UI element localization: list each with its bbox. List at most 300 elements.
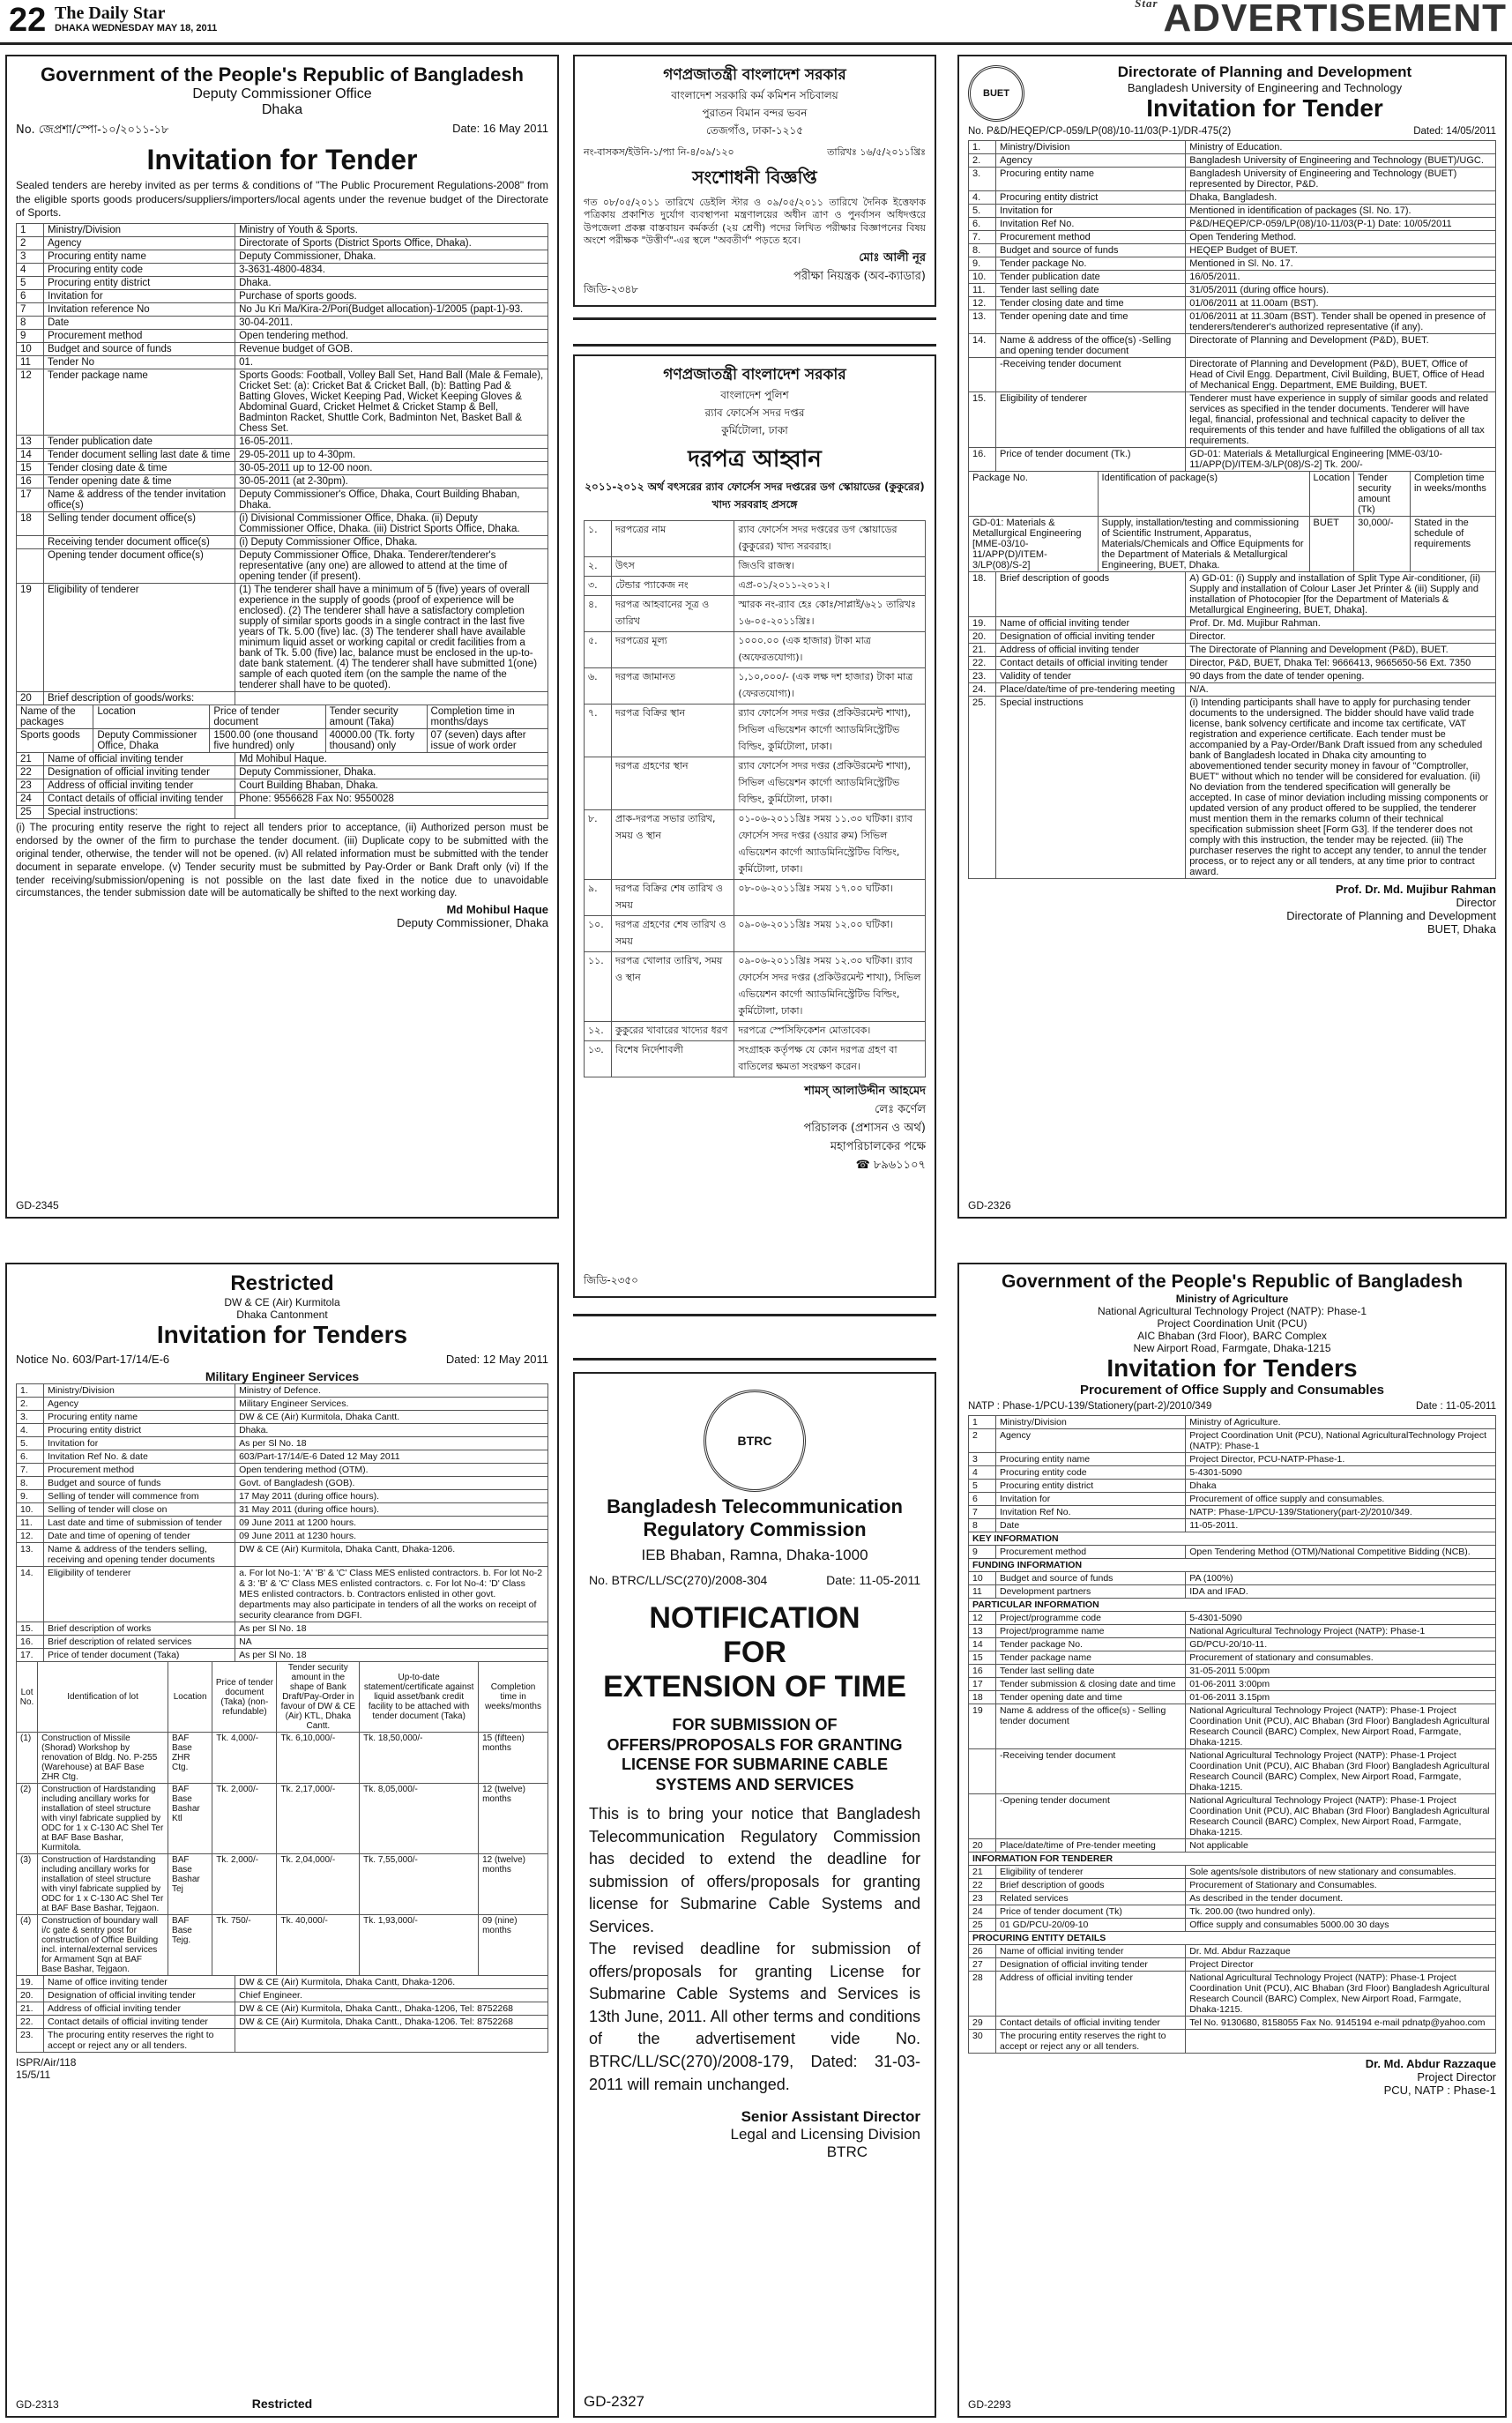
row-number: 11. <box>17 1517 44 1530</box>
lot-cell: Construction of Hardstanding including ancillary works for installation of steel structure with vinyl fabricate supplied by ODC for 1 x C-130 AC Shel Ter at BAF Base Bashar, Kurmitola. <box>38 1784 168 1854</box>
table-row <box>969 1678 1496 1691</box>
table-row <box>17 2002 548 2016</box>
table-row <box>969 697 1496 879</box>
package-cell: GD-01: Materials & Metallurgical Engineering [MME-03/10-11/APP(D)/ITEM-3/LP(08)/S-2] <box>969 517 1099 572</box>
row-value: Dhaka. <box>235 1424 548 1437</box>
lot-header-cell: Completion time in weeks/months <box>479 1662 548 1733</box>
row-label: Tender opening date & time <box>44 474 235 488</box>
row-number: 9 <box>17 329 44 342</box>
row-value: 31/05/2011 (during office hours). <box>1186 284 1496 297</box>
office-line-2: Dhaka Cantonment <box>236 1308 328 1321</box>
row-value: Purchase of sports goods. <box>235 289 548 302</box>
table-row <box>17 1424 548 1437</box>
tender-table-2 <box>16 752 548 819</box>
ad-dc-office-sports-tender <box>5 55 559 1219</box>
row-label: Address of official inviting tender <box>996 1972 1186 2017</box>
table-row <box>969 1958 1496 1972</box>
package-cell: 30,000/- <box>1354 517 1411 572</box>
row-label: Place/date/time of Pre-tender meeting <box>996 1839 1186 1853</box>
row-number: 7 <box>17 302 44 316</box>
row-number: 3 <box>17 250 44 263</box>
row-number: 16. <box>17 1636 44 1649</box>
row-label: Designation of official inviting tender <box>996 630 1186 644</box>
ad-title: Invitation for Tender <box>1146 94 1383 122</box>
ad-city: Dhaka <box>261 102 303 117</box>
ad-code: GD-2293 <box>968 2398 1011 2411</box>
row-number: 17 <box>969 1678 996 1691</box>
ref-number: NATP : Phase-1/PCU-139/Stationery(part-2)/2010/349 <box>968 1401 1212 1412</box>
ad-subtitle: ২০১১-২০১২ অর্থ বৎসরের র‍্যাব ফোর্সেস সদর দপ্তরের ডগ স্কোয়াডের (কুকুরের) খাদ্য সরবরাহ প্রসঙ্গে <box>585 481 925 511</box>
lot-header-cell: Price of tender document (Taka) (non-refundable) <box>212 1662 277 1733</box>
lot-cell: BAF Base Bashar Tej <box>168 1854 212 1915</box>
lot-cell: Tk. 6,10,000/- <box>277 1733 360 1784</box>
lot-cell: BAF Base Tejg. <box>168 1915 212 1976</box>
tender-table <box>968 140 1496 472</box>
table-row <box>17 779 548 792</box>
ad-buet-tender <box>957 55 1507 1219</box>
row-value: ০৮-০৬-২০১১খ্রিঃ সময় ১৭.০০ ঘটিকা। <box>734 880 926 916</box>
row-value: No Ju Kri Ma/Kira-2/Pori(Budget allocation)-1/2005 (papt-1)-93. <box>235 302 548 316</box>
row-value: Mentioned in Sl. No. 17. <box>1186 257 1496 271</box>
row-value: জিওবি রাজস্ব। <box>734 557 926 577</box>
table-row <box>969 191 1496 205</box>
table-row <box>969 1691 1496 1704</box>
row-number: 2 <box>969 1429 996 1453</box>
row-number: 10 <box>17 342 44 355</box>
row-value: Dr. Md. Abdur Razzaque <box>1186 1945 1496 1958</box>
table-row <box>585 596 926 632</box>
ad-natp-office-supply-tender <box>957 1263 1507 2418</box>
table-row <box>969 257 1496 271</box>
table-row <box>969 1932 1496 1945</box>
column-divider <box>573 1358 936 1361</box>
table-row <box>969 1839 1496 1853</box>
row-number: 13. <box>17 1543 44 1567</box>
row-value: Project Director, PCU-NATP-Phase-1. <box>1186 1453 1496 1466</box>
notice-date: Dated: 12 May 2011 <box>445 1353 548 1366</box>
row-number: ২. <box>585 557 612 577</box>
table-row <box>17 276 548 289</box>
table-row <box>17 691 548 705</box>
row-number: ৩. <box>585 577 612 596</box>
row-number: 8. <box>17 1477 44 1490</box>
row-value: ০৯-০৬-২০১১খ্রিঃ সময় ১২.৩০ ঘটিকা। র‍্যাব ফোর্সেস সদর দপ্তর (প্রকিউরমেন্ট শাখা), সিভিল এভিয়েশন কার্গো অ্যাডমিনিস্ট্রেটিভ বিল্ডিং, কুর্মিটোলা, ঢাকা। <box>734 952 926 1022</box>
table-row <box>17 805 548 818</box>
row-number: 2. <box>969 154 996 168</box>
row-label: Ministry/Division <box>44 1384 235 1398</box>
service-name: Military Engineer Services <box>205 1369 360 1383</box>
row-number: 19 <box>17 583 44 691</box>
row-number: 21. <box>969 644 996 657</box>
column-divider <box>573 1314 936 1316</box>
row-label: Ministry/Division <box>44 223 235 236</box>
package-header-cell: Completion time in weeks/months <box>1410 472 1495 517</box>
table-row <box>17 1411 548 1424</box>
row-number: 20. <box>17 1989 44 2002</box>
row-value: Open Tendering Method (OTM)/National Competitive Bidding (NCB). <box>1186 1546 1496 1559</box>
row-label: Contact details of official inviting tender <box>44 2016 235 2029</box>
office-line-1: বাংলাদেশ সরকারি কর্ম কমিশন সচিবালয় <box>671 89 838 101</box>
table-row <box>969 2017 1496 2030</box>
table-row <box>969 334 1496 358</box>
row-number: 18. <box>969 572 996 617</box>
table-row <box>969 1625 1496 1638</box>
row-value: (1) The tenderer shall have a minimum of 5 (five) years of overall experience in the supply of goods (proof of experience will be enclosed). (2) The tenderer shall have a satisfactory completion supply of similar sports goods in a single contract in the last five years of Tk. 5.00 (five) lac. (3) The tenderer shall have available minimum liquid asset or working capital or credit facilities from a bank of Tk. 5.00 (five) lac, balance must be enclosed in the up-to-date bank statement. (4) The tenderer shall have submitted 1(one) sample of each quoted item (on the sample the name of the tenderer shall have to be quoted). <box>235 583 548 691</box>
row-value: Directorate of Planning and Development (P&D), BUET. <box>1186 334 1496 358</box>
row-label: Procuring entity district <box>44 1424 235 1437</box>
row-label: Date <box>44 316 235 329</box>
ad-body: গত ০৮/০৫/২০১১ তারিখে ডেইলি স্টার ও ০৯/০৫/২০১১ তারিখে দৈনিক ইত্তেফাক পত্রিকায় প্রকাশিত দুর্যোগ ব্যবস্থাপনা মন্ত্রণালয়ের অধীন ত্রাণ ও পুনর্বাসন অধিদপ্তরে উপজেলা প্রকল্প বাস্তবায়ন কর্মকর্তা (২য় শ্রেণী) পদের লিখিত পরীক্ষার বিজ্ঞাপনের বিষয় অংশে পরীক্ষক "উত্তীর্ণ"-এর স্থলে "অবতীর্ণ" পড়তে হবে। <box>584 197 926 246</box>
row-number: 10. <box>17 1503 44 1517</box>
row-value: 3-3631-4800-4834. <box>235 263 548 276</box>
row-value: এপ্র-০১/২০১১-২০১২। <box>734 577 926 596</box>
office-line-2: National Agricultural Technology Project (NATP): Phase-1 <box>1097 1305 1367 1317</box>
row-number: 12 <box>17 369 44 435</box>
signatory-title: Project Director <box>1417 2070 1496 2084</box>
row-label: Tender opening date and time <box>996 1691 1186 1704</box>
row-number: 6. <box>17 1450 44 1464</box>
row-value: 5-4301-5090 <box>1186 1466 1496 1480</box>
row-label: Procuring entity name <box>996 168 1186 191</box>
row-label: Development partners <box>996 1585 1186 1599</box>
signatory-division: Legal and Licensing Division <box>730 2126 920 2143</box>
row-label: Special instructions: <box>44 805 235 818</box>
row-value: (i) Deputy Commissioner Office, Dhaka. <box>235 535 548 548</box>
ref-number: No. BTRC/LL/SC(270)/2008-304 <box>589 1573 768 1587</box>
table-row <box>969 297 1496 310</box>
row-label: The procuring entity reserves the right to accept or reject any or all tenders. <box>996 2030 1186 2054</box>
row-number: ১০. <box>585 916 612 952</box>
restricted-label: Restricted <box>230 1271 334 1295</box>
tender-table <box>584 520 926 1077</box>
ref-date: Dated: 14/05/2011 <box>1413 126 1496 137</box>
org-name: Bangladesh Telecommunication Regulatory Commission <box>607 1495 903 1540</box>
table-row <box>969 1546 1496 1559</box>
row-label: Tender submission & closing date and time <box>996 1678 1186 1691</box>
row-label: দরপত্র গ্রহণের স্থান <box>612 757 734 810</box>
table-row <box>17 1437 548 1450</box>
table-row <box>17 435 548 448</box>
row-label: Eligibility of tenderer <box>44 583 235 691</box>
package-cell: BUET <box>1309 517 1354 572</box>
signatory-title: Deputy Commissioner, Dhaka <box>397 916 548 930</box>
lot-cell: Tk. 40,000/- <box>277 1915 360 1976</box>
row-label: Designation of official inviting tender <box>996 1958 1186 1972</box>
ad-title: সংশোধনী বিজ্ঞপ্তি <box>692 167 817 188</box>
row-label: Contact details of official inviting tender <box>996 657 1186 670</box>
memo-number: No. জেপ্রশা/স্পো-১০/২০১১-১৮ <box>16 123 169 137</box>
table-row <box>969 1466 1496 1480</box>
row-label: Contact details of official inviting tender <box>44 792 235 805</box>
row-number: 23 <box>17 779 44 792</box>
lot-cell: Tk. 1,93,000/- <box>360 1915 479 1976</box>
table-row <box>969 1892 1496 1905</box>
row-value: Revenue budget of GOB. <box>235 342 548 355</box>
table-row <box>969 1506 1496 1519</box>
row-value: 16/05/2011. <box>1186 271 1496 284</box>
table-row <box>585 705 926 757</box>
table-row <box>17 1398 548 1411</box>
office-line-1: Ministry of Agriculture <box>1175 1293 1289 1305</box>
table-row <box>17 1477 548 1490</box>
row-number: ১৩. <box>585 1041 612 1077</box>
table-row <box>17 1517 548 1530</box>
row-number: 14 <box>17 448 44 461</box>
ad-rab-dog-food-tender <box>573 354 936 1298</box>
row-number: 20 <box>969 1839 996 1853</box>
table-row <box>969 218 1496 231</box>
row-label: বিশেষ নির্দেশাবলী <box>612 1041 734 1077</box>
row-label: Tender publication date <box>44 435 235 448</box>
lot-cell: 12 (twelve) months <box>479 1854 548 1915</box>
table-row <box>969 1429 1496 1453</box>
ad-code: জিডি-২৩৫০ <box>584 1274 638 1286</box>
table-row <box>17 1976 548 1989</box>
table-row <box>17 1490 548 1503</box>
ad-header: Government of the People's Republic of Bangladesh <box>41 63 524 86</box>
row-label: The procuring entity reserves the right to accept or reject any or all tenders. <box>44 2029 235 2053</box>
row-label: Receiving tender document office(s) <box>44 535 235 548</box>
table-row <box>17 1649 548 1662</box>
row-label: Brief description of goods <box>996 572 1186 617</box>
row-value: As per Sl No. 18 <box>235 1622 548 1636</box>
table-row <box>969 205 1496 218</box>
table-row <box>17 1530 548 1543</box>
section-heading: KEY INFORMATION <box>969 1532 1496 1546</box>
table-row <box>969 1585 1496 1599</box>
row-number: 26 <box>969 1945 996 1958</box>
table-row <box>969 644 1496 657</box>
row-value: স্মারক নং-র‍্যাব হেঃ কোঃ/সাপ্লাই/৬২১ তারিখঃ ১৬-০৫-২০১১খ্রিঃ। <box>734 596 926 632</box>
row-label: Name of office inviting tender <box>44 1976 235 1989</box>
row-label: Project/programme code <box>996 1612 1186 1625</box>
table-row <box>17 2016 548 2029</box>
row-value: Sports Goods: Football, Volley Ball Set, Hand Ball (Male & Female), Cricket Set: (a): Cricket Bat & Cricket Ball, (b): Batting Pad & Batting Gloves, Wicket Keeping Pad, Wicket Keeping Gloves & Abdominal Guard, Cricket Helmet & Cricket Stamp & Bell, Badminton Racket, Shuttle Cork, Badminton Net, Basket Ball & Chess Set. <box>235 369 548 435</box>
office-line-4: AIC Bhaban (3rd Floor), BARC Complex <box>1137 1330 1327 1342</box>
table-row <box>17 461 548 474</box>
row-number: ১২. <box>585 1022 612 1041</box>
page-number: 22 <box>9 2 47 39</box>
row-value: র‍্যাব ফোর্সেস সদর দপ্তরের ডগ স্কোয়াডের (কুকুরের) খাদ্য সরবরাহ। <box>734 521 926 557</box>
row-number: 20. <box>969 630 996 644</box>
ref-date: তারিখঃ ১৬/৫/২০১১খ্রিঃ <box>827 146 926 158</box>
row-number: 3 <box>969 1453 996 1466</box>
ispr-number: ISPR/Air/118 <box>16 2056 77 2069</box>
ad-title: Invitation for Tenders <box>156 1321 408 1348</box>
signatory-behalf: মহাপরিচালকের পক্ষে <box>830 1140 926 1153</box>
office-line-1: বাংলাদেশ পুলিশ <box>720 389 789 401</box>
row-number: 21. <box>17 2002 44 2016</box>
table-row <box>969 657 1496 670</box>
row-label: Procuring entity district <box>44 276 235 289</box>
row-number: 14 <box>969 1638 996 1651</box>
row-value: DW & CE (Air) Kurmitola, Dhaka Cantt. <box>235 1411 548 1424</box>
row-label: Selling tender document office(s) <box>44 511 235 535</box>
row-label: Invitation Ref No. <box>996 218 1186 231</box>
row-label: Place/date/time of pre-tendering meeting <box>996 683 1186 697</box>
row-value: 09 June 2011 at 1200 hours. <box>235 1517 548 1530</box>
ref-number: নং-বাসকস/ইউনি-১/প্যা নি-৪/০৯/১২০ <box>584 146 734 158</box>
row-number: 10 <box>969 1572 996 1585</box>
row-label: Procurement method <box>44 1464 235 1477</box>
row-value: Bangladesh University of Engineering and Technology (BUET)/UGC. <box>1186 154 1496 168</box>
tender-table-2 <box>16 1975 548 2053</box>
row-label: Related services <box>996 1892 1186 1905</box>
row-value: 01. <box>235 355 548 369</box>
buet-logo-icon: BUET <box>968 65 1024 122</box>
table-row <box>969 1879 1496 1892</box>
row-label: Tender package No. <box>996 1638 1186 1651</box>
row-value: NATP: Phase-1/PCU-139/Stationery(part-2)/2010/349. <box>1186 1506 1496 1519</box>
table-row <box>585 1041 926 1077</box>
table-row <box>969 1599 1496 1612</box>
row-label: Designation of official inviting tender <box>44 1989 235 2002</box>
row-value: 01/06/2011 at 11.30am (BST). Tender shall be opened in presence of tenderers/tenderer's authorized representative (if any). <box>1186 310 1496 334</box>
row-label: Tender No <box>44 355 235 369</box>
ad-psc-correction-notice <box>573 55 936 307</box>
row-number: 24 <box>17 792 44 805</box>
section-heading: PARTICULAR INFORMATION <box>969 1599 1496 1612</box>
row-value: সংগ্রাহক কর্তৃপক্ষ যে কোন দরপত্র গ্রহণ বা বাতিলের ক্ষমতা সংরক্ষণ করেন। <box>734 1041 926 1077</box>
row-number: 25 <box>17 805 44 818</box>
table-row <box>969 1866 1496 1879</box>
lot-cell: BAF Base Bashar Ktl <box>168 1784 212 1854</box>
table-row <box>17 263 548 276</box>
table-row <box>17 1622 548 1636</box>
row-number: 24. <box>969 683 996 697</box>
table-row <box>585 557 926 577</box>
table-row <box>17 1384 548 1398</box>
goods-header-cell: Tender security amount (Taka) <box>325 705 427 728</box>
signatory-office: Directorate of Planning and Development <box>1286 909 1496 922</box>
package-header-cell: Identification of package(s) <box>1098 472 1309 517</box>
office-line-3: Project Coordination Unit (PCU) <box>1157 1317 1307 1330</box>
tender-table <box>968 1415 1496 2054</box>
ad-code: GD-2345 <box>16 1199 59 1212</box>
title-notification: NOTIFICATION <box>649 1601 860 1635</box>
row-value: ০৯-০৬-২০১১খ্রিঃ সময় ১২.০০ ঘটিকা। <box>734 916 926 952</box>
row-label: Invitation for <box>996 1493 1186 1506</box>
row-label: দরপত্র জামানত <box>612 668 734 705</box>
row-label: 01 GD/PCU-20/09-10 <box>996 1919 1186 1932</box>
row-value <box>235 691 548 705</box>
column-divider <box>573 317 936 320</box>
row-number: 3. <box>17 1411 44 1424</box>
lot-cell: Tk. 2,17,000/- <box>277 1784 360 1854</box>
table-row <box>17 488 548 511</box>
ad-code: GD-2327 <box>584 2393 644 2410</box>
row-label: Procurement method <box>996 1546 1186 1559</box>
row-label: দরপত্রের নাম <box>612 521 734 557</box>
ad-title: Invitation for Tender <box>146 144 418 175</box>
table-row <box>969 1651 1496 1665</box>
row-label: দরপত্রের মূল্য <box>612 632 734 668</box>
row-label: Eligibility of tenderer <box>996 1866 1186 1879</box>
notice-subject: FOR SUBMISSION OF OFFERS/PROPOSALS FOR GRANTING LICENSE FOR SUBMARINE CABLE SYSTEMS AND SERVICES <box>607 1716 903 1793</box>
row-value: Deputy Commissioner, Dhaka. <box>235 250 548 263</box>
row-label: Procuring entity name <box>44 1411 235 1424</box>
row-value: ০১-০৬-২০১১খ্রিঃ সময় ১১.৩০ ঘটিকা। র‍্যাব ফোর্সেস সদর দপ্তর (ওয়ার রুম) সিভিল এভিয়েশন কার্গো অ্যাডমিনিস্ট্রেটিভ বিল্ডিং, কুর্মিটোলা, ঢাকা। <box>734 810 926 880</box>
row-label: Ministry/Division <box>996 141 1186 154</box>
section-heading: PROCURING ENTITY DETAILS <box>969 1932 1496 1945</box>
row-label: দরপত্র আহবানের সূত্র ও তারিখ <box>612 596 734 632</box>
ad-office: Deputy Commissioner Office <box>192 86 372 101</box>
lot-cell: 12 (twelve) months <box>479 1784 548 1854</box>
row-value: Deputy Commissioner Office, Dhaka. Tenderer/tenderer's representative (any one) are allowed to attend at the time of opening tender (if present). <box>235 548 548 583</box>
row-label: -Receiving tender document <box>996 358 1186 392</box>
row-label: দরপত্র বিক্রির শেষ তারিখ ও সময় <box>612 880 734 916</box>
row-label: উৎস <box>612 557 734 577</box>
ad-mes-military-tender <box>5 1263 559 2418</box>
row-number: 13 <box>17 435 44 448</box>
table-row <box>969 1480 1496 1493</box>
row-value: As described in the tender document. <box>1186 1892 1496 1905</box>
table-row <box>17 369 548 435</box>
row-value: Deputy Commissioner's Office, Dhaka, Court Building Bhaban, Dhaka. <box>235 488 548 511</box>
table-row <box>17 289 548 302</box>
table-row <box>969 392 1496 448</box>
table-row <box>17 752 548 765</box>
section-label: ADVERTISEMENT <box>1163 0 1507 40</box>
row-label: Tender document selling last date & time <box>44 448 235 461</box>
goods-header-cell: Completion time in months/days <box>427 705 547 728</box>
row-value: A) GD-01: (i) Supply and installation of Split Type Air-conditioner, (ii) Supply and installation of Colour Laser Jet Printer & (iii) Supply and installation of Photocopier [for the Department of Materials & Metallurgical Engineering, BUET, Dhaka]. <box>1186 572 1496 617</box>
table-row <box>17 765 548 779</box>
row-value: 01/06/2011 at 11.00am (BST). <box>1186 297 1496 310</box>
tender-table-2 <box>968 571 1496 879</box>
row-value: Ministry of Education. <box>1186 141 1496 154</box>
ad-code: জিডি-২৩৪৮ <box>584 283 638 295</box>
table-row <box>17 583 548 691</box>
office-line-2: পুরাতন বিমান বন্দর ভবন <box>702 107 808 119</box>
row-value: Director, P&D, BUET, Dhaka Tel: 9666413, 9665650-56 Ext. 7350 <box>1186 657 1496 670</box>
row-value: (i) Divisional Commissioner Office, Dhaka. (ii) Deputy Commissioner Office, Dhaka. (iii) District Sports Office, Dhaka. <box>235 511 548 535</box>
row-number: 30 <box>969 2030 996 2054</box>
row-number: 19. <box>969 617 996 630</box>
goods-cell: 40000.00 (Tk. forty thousand) only <box>325 728 427 752</box>
row-number: 5. <box>17 1437 44 1450</box>
table-row <box>969 284 1496 297</box>
row-number: 14. <box>17 1567 44 1622</box>
row-number: 12 <box>969 1612 996 1625</box>
signatory-title: পরিচালক (প্রশাসন ও অর্থ) <box>803 1122 926 1135</box>
row-value: Tenderer must have experience in supply of similar goods and related services as specified in the tender documents. Tenderer will have legal, financial, professional and technical capacity to deliver the requirements of this tender and have fulfilled the obligations of all tax requirements. <box>1186 392 1496 448</box>
row-label: Tender package name <box>44 369 235 435</box>
row-label: দরপত্র খোলার তারিখ, সময় ও স্থান <box>612 952 734 1022</box>
table-row <box>585 577 926 596</box>
lots-table <box>16 1661 548 1976</box>
table-row <box>969 448 1496 472</box>
row-number <box>17 548 44 583</box>
row-label: Tender closing date and time <box>996 297 1186 310</box>
row-value: Procurement of office supply and consumables. <box>1186 1493 1496 1506</box>
ref-date: Date: 11-05-2011 <box>826 1573 920 1587</box>
table-row <box>17 1567 548 1622</box>
lot-cell: 09 (nine) months <box>479 1915 548 1976</box>
issue-date: DHAKA WEDNESDAY MAY 18, 2011 <box>55 23 218 34</box>
row-number: 23 <box>969 1892 996 1905</box>
row-value: ১,১০,০০০/- (এক লক্ষ দশ হাজার) টাকা মাত্র (ফেরতযোগ্য)। <box>734 668 926 705</box>
row-number: ১১. <box>585 952 612 1022</box>
ad-code: GD-2326 <box>968 1199 1011 1212</box>
row-number <box>585 757 612 810</box>
goods-header-cell: Name of the packages <box>17 705 93 728</box>
lot-row <box>17 1784 548 1854</box>
package-header-cell: Location <box>1309 472 1354 517</box>
row-number: 23. <box>969 670 996 683</box>
ad-btrc-extension-notice <box>573 1372 936 2418</box>
office-line-3: কুর্মিটোলা, ঢাকা <box>721 424 788 436</box>
